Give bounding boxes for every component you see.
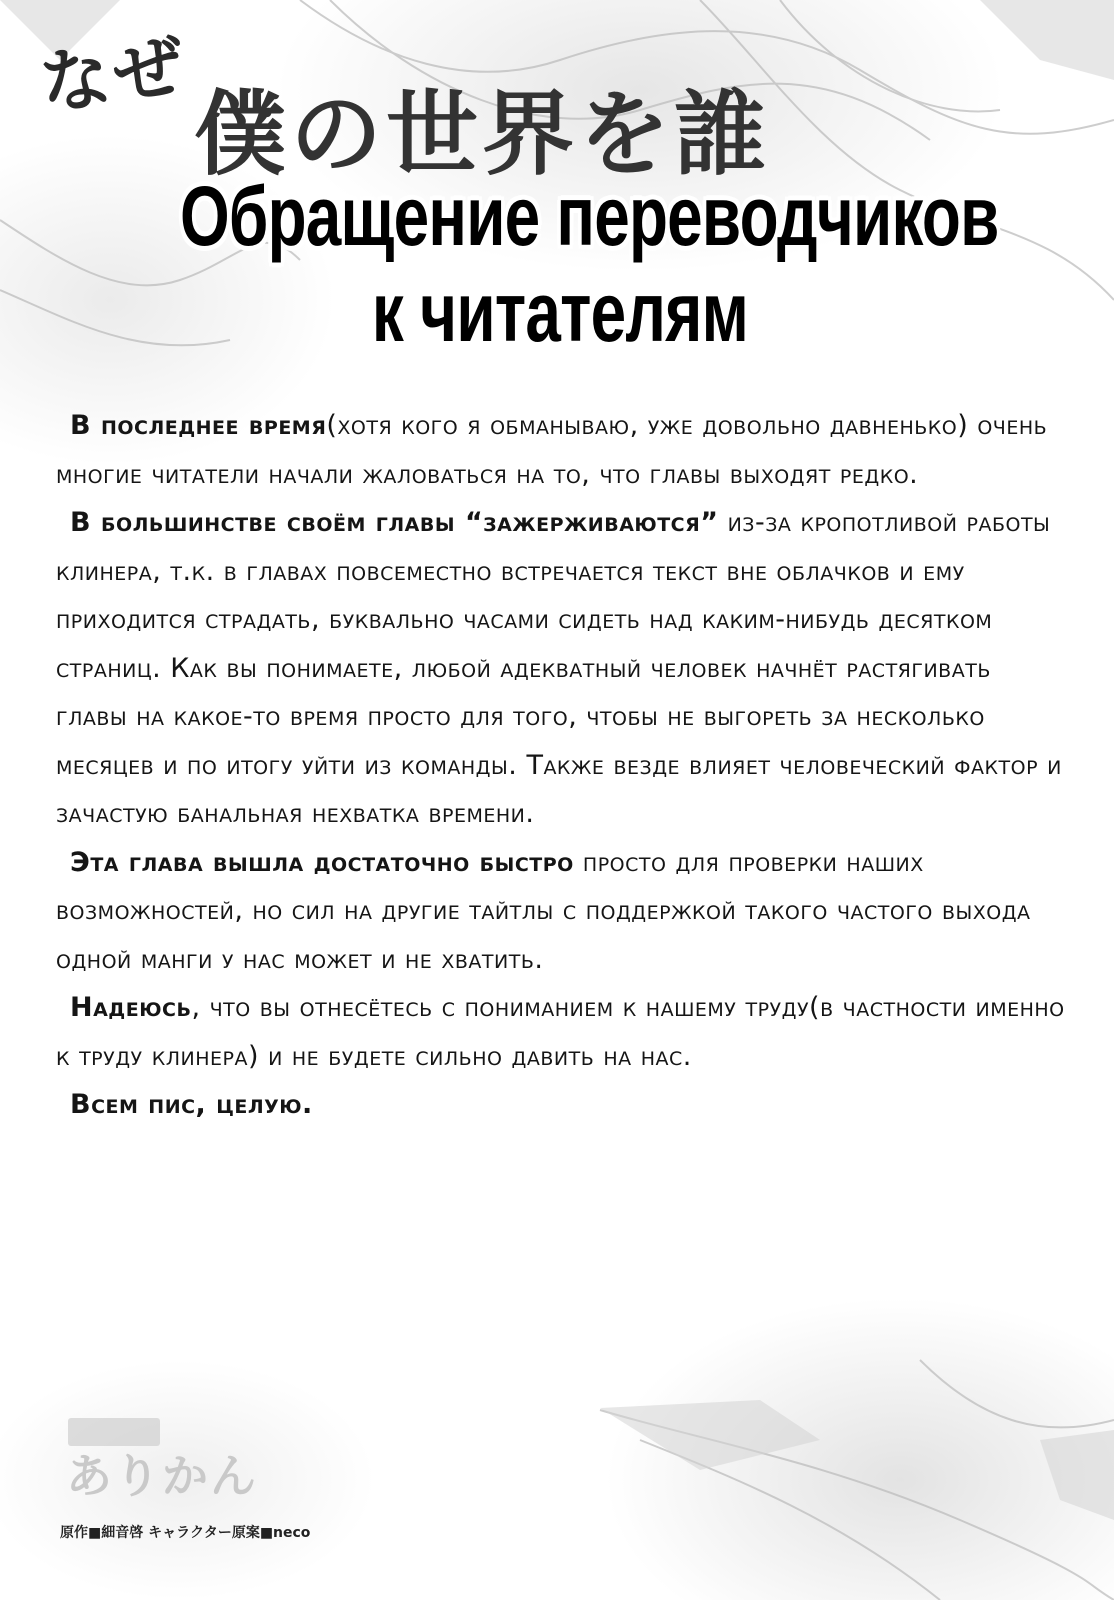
- paragraph-4-lead: Надеюсь: [70, 992, 192, 1023]
- paragraph-4-text: , что вы отнесётесь с пониманием к нашему труду(в частности именно к труду клинера) и не будете сильно давить на нас.: [56, 992, 1065, 1072]
- paragraph-2-text: из-за кропотливой работы клинера, т.к. в главах повсеместно встречается текст вне облачков и ему приходится страдать, буквально часами сидеть над каким-нибудь десятком страниц. Как вы понимаете, любой адекватный человек начнёт растягивать главы на какое-то время просто для того, чтобы не выгореть за несколько месяцев и по итогу уйти из команды. Также везде влияет человеческий фактор и зачастую банальная нехватка времени.: [56, 507, 1062, 829]
- paragraph-4: [56, 984, 1066, 1081]
- page-title-line-1: Обращение переводчиков: [180, 169, 999, 263]
- original-japanese-title: [34, 23, 771, 188]
- page-title: [180, 168, 999, 360]
- paragraph-5: [56, 1081, 1066, 1130]
- credits-line: 原作■細音啓 キャラクター原案■neco: [60, 1525, 311, 1541]
- paragraph-1-text: (хотя кого я обманываю, уже довольно давненько) очень многие читатели начали жаловаться на то, что главы выходят редко.: [56, 410, 1048, 490]
- original-title-kanji: 僕の世界を誰: [194, 80, 771, 188]
- original-title-kana: なぜ: [34, 23, 193, 126]
- paragraph-2: [56, 499, 1066, 839]
- paragraph-5-lead: Всем пис, целую.: [70, 1089, 313, 1120]
- paragraph-3: [56, 839, 1066, 985]
- message-body: [56, 402, 1066, 1130]
- paragraph-1: [56, 402, 1066, 499]
- page-title-line-2: к читателям: [371, 265, 749, 359]
- paragraph-3-lead: Эта глава вышла достаточно быстро: [70, 846, 574, 878]
- publisher-logo-text: ありかん: [66, 1449, 258, 1503]
- paragraph-3-text: просто для проверки наших возможностей, но сил на другие тайтлы с поддержкой такого частого выхода одной манги у нас может и не хватить.: [56, 846, 1031, 975]
- paragraph-1-lead: В последнее время: [70, 410, 327, 441]
- paragraph-2-lead: В большинстве своём главы “зажерживаются”: [70, 507, 719, 538]
